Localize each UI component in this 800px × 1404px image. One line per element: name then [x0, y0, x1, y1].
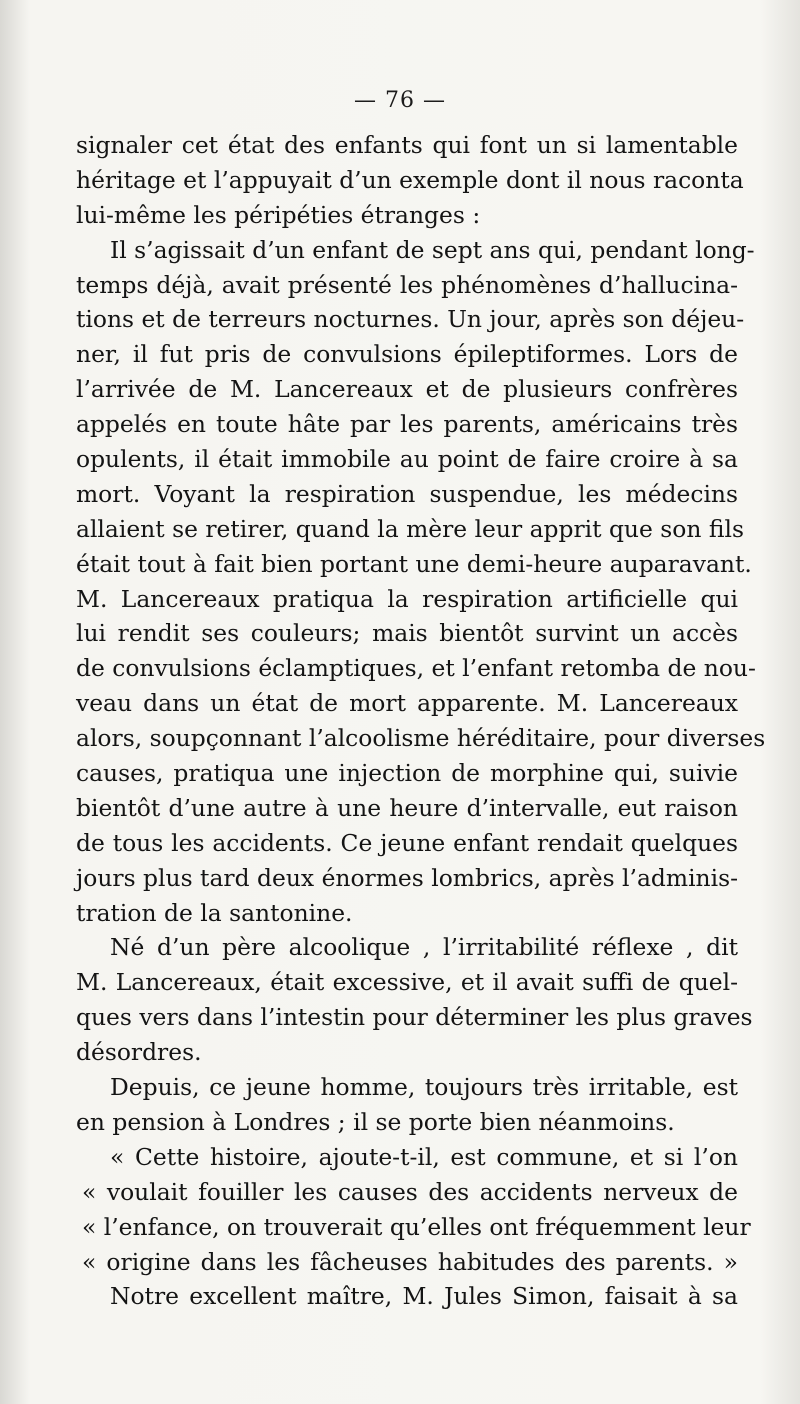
text-line: « voulait fouiller les causes des accidents nerveux de: [82, 1177, 738, 1206]
text-line: Il s’agissait d’un enfant de sept ans qui, pendant long-: [110, 235, 755, 264]
text-line: ques vers dans l’intestin pour déterminer les plus graves: [76, 1003, 753, 1032]
text-line: « Cette histoire, ajoute-t-il, est commune, et si l’on: [110, 1142, 738, 1171]
text-line: causes, pratiqua une injection de morphine qui, suivie: [76, 759, 738, 788]
text-line: « origine dans les fâcheuses habitudes des parents. »: [82, 1247, 738, 1276]
text-line: Depuis, ce jeune homme, toujours très irritable, est: [110, 1073, 738, 1102]
text-line: mort. Voyant la respiration suspendue, les médecins: [76, 479, 738, 508]
text-line: lui rendit ses couleurs; mais bientôt survint un accès: [76, 619, 738, 648]
text-line: appelés en toute hâte par les parents, américains très: [76, 410, 738, 439]
text-line: Né d’un père alcoolique , l’irritabilité réflexe , dit: [110, 933, 738, 962]
text-line: jours plus tard deux énormes lombrics, après l’adminis-: [76, 863, 738, 892]
text-line: « l’enfance, on trouverait qu’elles ont fréquemment leur: [82, 1212, 751, 1241]
text-line: de convulsions éclamptiques, et l’enfant retomba de nou-: [76, 654, 756, 683]
text-line: bientôt d’une autre à une heure d’intervalle, eut raison: [76, 793, 738, 822]
body-text: [76, 128, 766, 1314]
text-line: alors, soupçonnant l’alcoolisme héréditaire, pour diverses: [76, 724, 766, 753]
text-line: de tous les accidents. Ce jeune enfant rendait quelques: [76, 828, 738, 857]
text-line: opulents, il était immobile au point de faire croire à sa: [76, 445, 738, 474]
text-line: en pension à Londres ; il se porte bien néanmoins.: [76, 1107, 675, 1136]
page-number: — 76 —: [354, 88, 446, 113]
text-line: était tout à fait bien portant une demi-heure auparavant.: [76, 549, 752, 578]
text-line: tions et de terreurs nocturnes. Un jour, après son déjeu-: [76, 305, 745, 334]
text-line: M. Lancereaux pratiqua la respiration artificielle qui: [76, 584, 738, 613]
text-line: ner, il fut pris de convulsions épileptiformes. Lors de: [76, 340, 738, 369]
text-line: veau dans un état de mort apparente. M. Lancereaux: [76, 689, 738, 718]
text-line: signaler cet état des enfants qui font un si lamentable: [76, 131, 738, 159]
text-line: l’arrivée de M. Lancereaux et de plusieurs confrères: [76, 375, 738, 404]
text-line: héritage et l’appuyait d’un exemple dont il nous raconta: [76, 165, 744, 194]
text-line: allaient se retirer, quand la mère leur apprit que son fils: [76, 514, 744, 543]
text-line: tration de la santonine.: [76, 898, 353, 927]
text-line: temps déjà, avait présenté les phénomènes d’hallucina-: [76, 270, 738, 299]
text-line: lui-même les péripéties étranges :: [76, 200, 481, 229]
text-line: désordres.: [76, 1038, 202, 1067]
text-line: M. Lancereaux, était excessive, et il avait suffi de quel-: [76, 968, 738, 997]
text-line: Notre excellent maître, M. Jules Simon, faisait à sa: [110, 1282, 738, 1311]
